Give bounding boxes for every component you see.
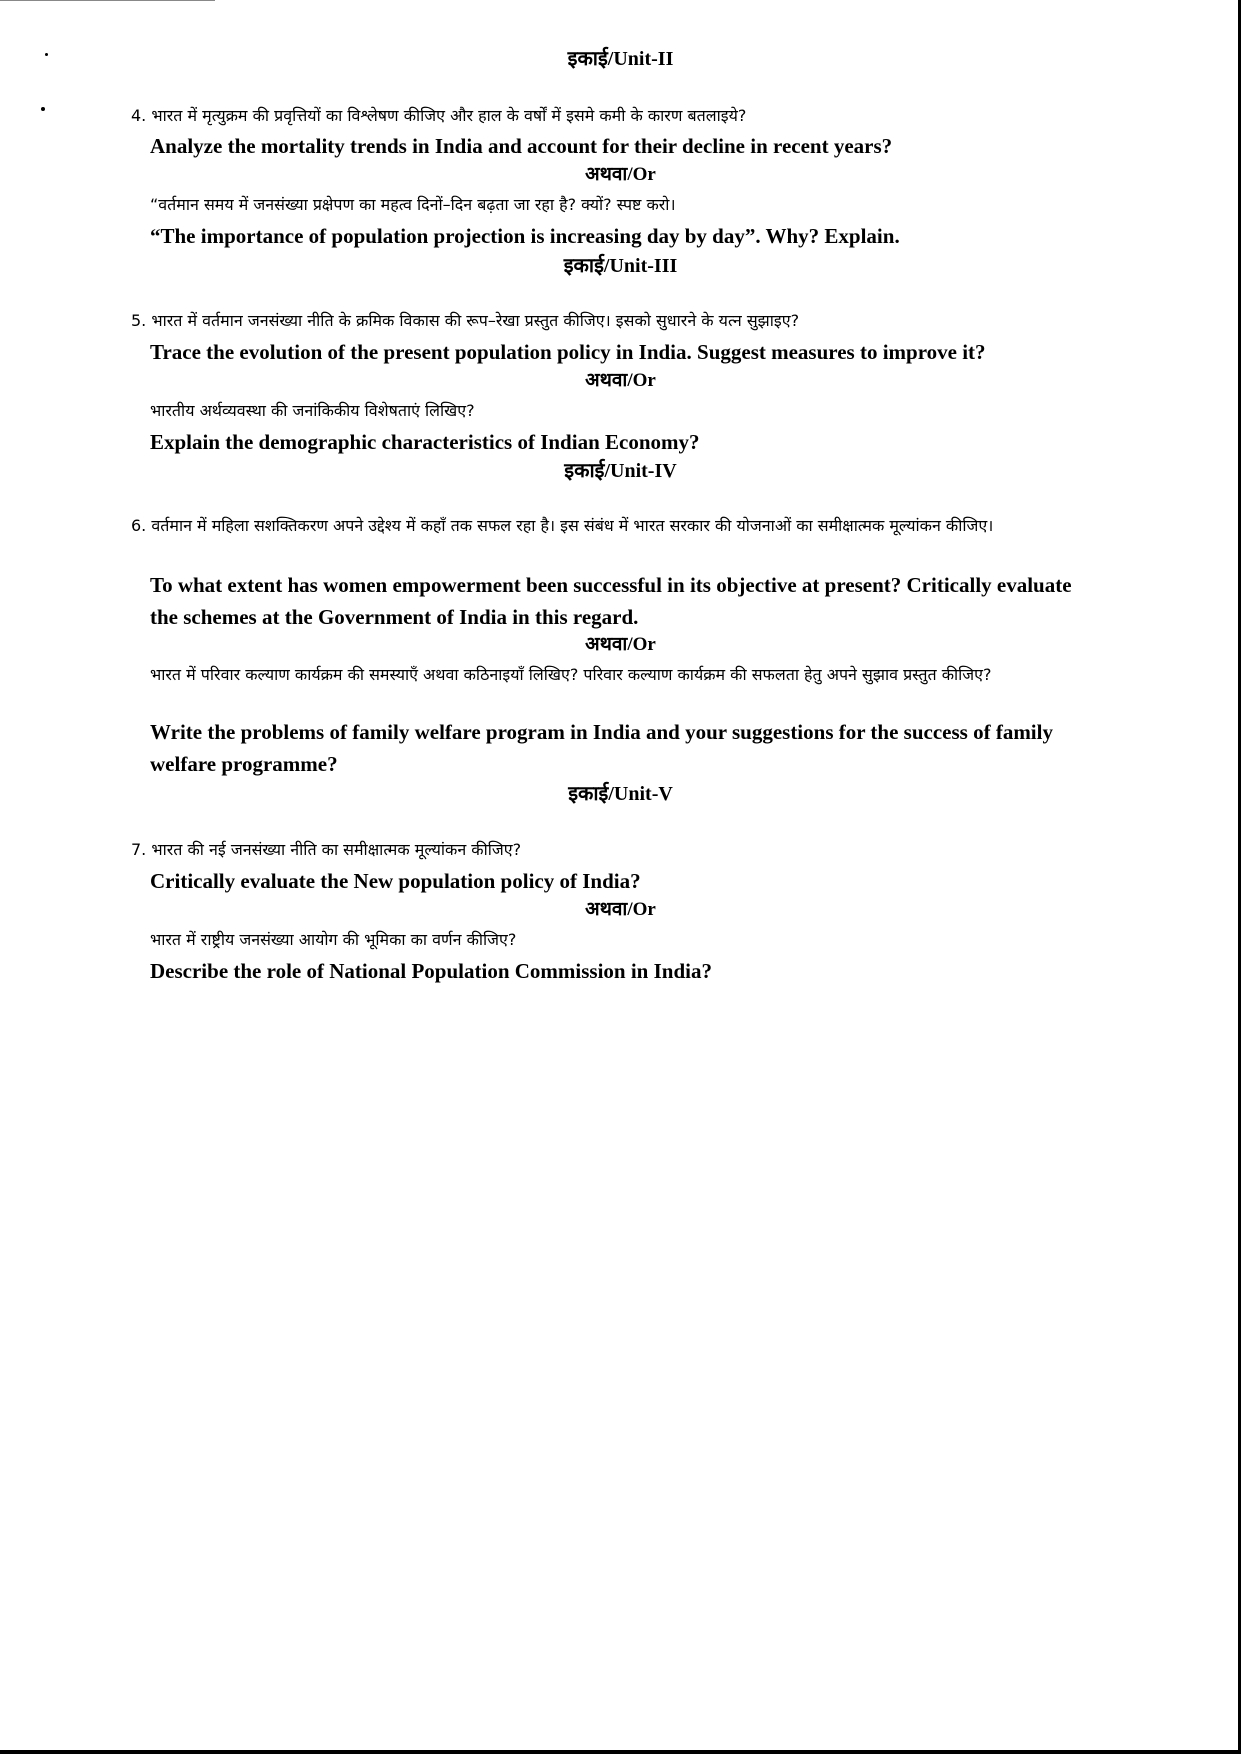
question-hindi-text: भारत की नई जनसंख्या नीति का समीक्षात्मक मूल्यांकन कीजिए? [151,840,522,859]
question-english: Trace the evolution of the present population policy in India. Suggest measures to improve it? [150,340,986,364]
unit-heading: इकाई/Unit-IV [564,460,677,482]
scan-edge-top [0,0,215,1]
alt-question-hindi: “वर्तमान समय में जनसंख्या प्रक्षेपण का महत्व दिनों–दिन बढ़ता जा रहा है? क्यों? स्पष्ट करो। [150,195,676,214]
question-number: 4. [131,106,147,125]
scan-speck [41,107,45,111]
question-hindi-text: वर्तमान में महिला सशक्तिकरण अपने उद्देश्य में कहाँ तक सफल रहा है। इस संबंध में भारत सरकार की योजनाओं का समीक्षात्मक मूल्यांकन कीजिए। [151,516,994,535]
question-hindi [131,101,746,131]
alt-question-hindi: भारत में राष्ट्रीय जनसंख्या आयोग की भूमिका का वर्णन कीजिए? [150,930,517,949]
or-label: अथवा/Or [585,370,656,391]
question-hindi [131,511,1101,541]
question-english: Critically evaluate the New population policy of India? [150,869,641,893]
alt-question-english: Write the problems of family welfare program in India and your suggestions for the success of family welfare programme? [150,720,1053,776]
alt-question-hindi: भारत में परिवार कल्याण कार्यक्रम की समस्याएँ अथवा कठिनाइयाँ लिखिए? परिवार कल्याण कार्यक्रम की सफलता हेतु अपने सुझाव प्रस्तुत कीजिए? [150,665,992,684]
alt-question-english: Explain the demographic characteristics of Indian Economy? [150,430,700,454]
unit-heading: इकाई/Unit-III [563,255,678,277]
alt-question-hindi: भारतीय अर्थव्यवस्था की जनांकिकीय विशेषताएं लिखिए? [150,401,475,420]
or-label: अथवा/Or [585,634,656,655]
or-label: अथवा/Or [585,899,656,920]
question-hindi [131,835,521,865]
question-number: 5. [131,311,147,330]
alt-question-english: “The importance of population projection is increasing day by day”. Why? Explain. [150,224,900,248]
question-hindi-text: भारत में वर्तमान जनसंख्या नीति के क्रमिक विकास की रूप–रेखा प्रस्तुत कीजिए। इसको सुधारने के यत्न सुझाइए? [151,311,800,330]
alt-question-english: Describe the role of National Population Commission in India? [150,959,712,983]
question-hindi [131,306,799,336]
or-label: अथवा/Or [585,164,656,185]
unit-heading: इकाई/Unit-V [568,783,673,805]
scan-edge-bottom [0,1750,1241,1754]
question-english: To what extent has women empowerment been successful in its objective at present? Critically evaluate the schemes at the Government of India in this regard. [150,573,1072,629]
question-english: Analyze the mortality trends in India and account for their decline in recent years? [150,134,893,158]
question-number: 7. [131,840,147,859]
unit-heading: इकाई/Unit-II [567,48,674,70]
question-number: 6. [131,516,147,535]
question-hindi-text: भारत में मृत्युक्रम की प्रवृत्तियों का विश्लेषण कीजिए और हाल के वर्षों में इसमे कमी के कारण बतलाइये? [151,106,747,125]
